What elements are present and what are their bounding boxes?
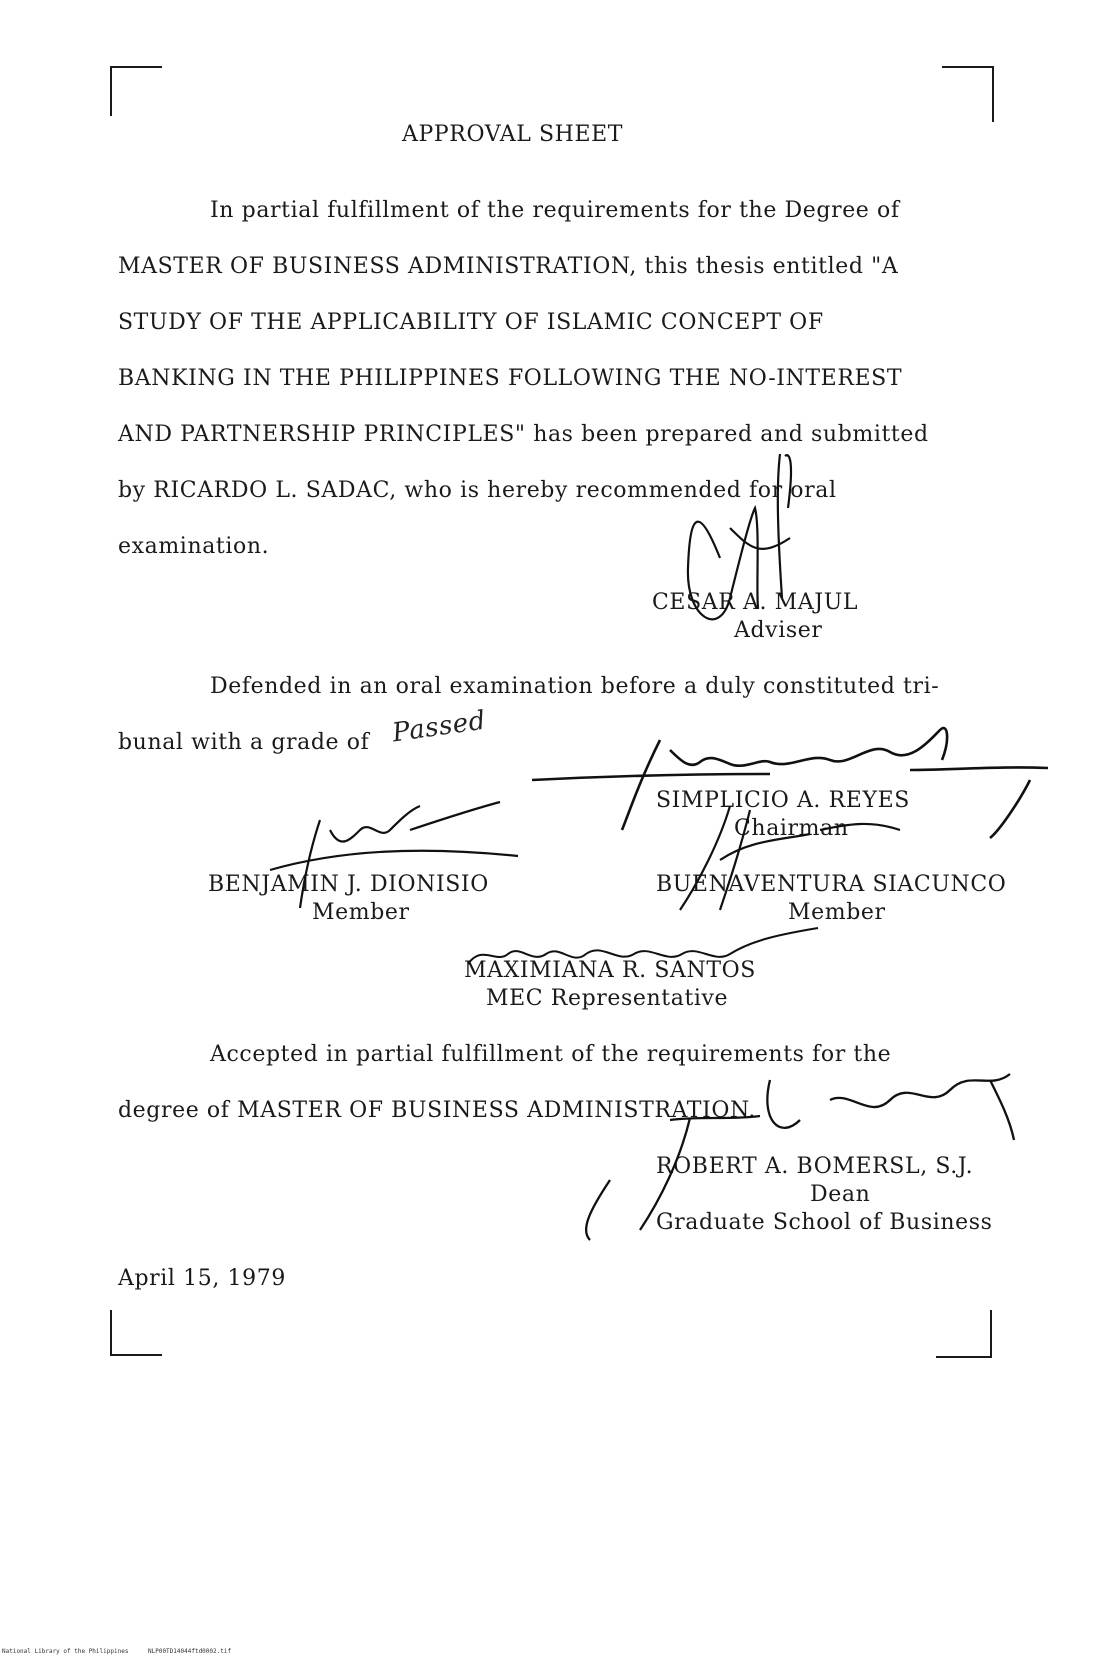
body-line: examination.	[118, 534, 270, 559]
member1-role: Member	[312, 900, 410, 925]
footer-library: National Library of the Philippines	[2, 1648, 129, 1655]
chairman-role: Chairman	[734, 816, 849, 841]
corner-mark-top-left	[110, 66, 162, 116]
adviser-role: Adviser	[734, 618, 823, 643]
member1-name: BENJAMIN J. DIONISIO	[208, 872, 489, 897]
dean-role: Dean	[810, 1182, 871, 1207]
member2-role: Member	[788, 900, 886, 925]
grade-handwritten: Passed	[390, 705, 488, 749]
member2-name: BUENAVENTURA SIACUNCO	[656, 872, 1007, 897]
corner-mark-top-right	[942, 66, 994, 122]
body-line: In partial fulfillment of the requirements for the Degree of	[210, 198, 900, 223]
defense-line-2: bunal with a grade of	[118, 730, 370, 755]
adviser-name: CESAR A. MAJUL	[652, 590, 859, 615]
body-line: MASTER OF BUSINESS ADMINISTRATION, this thesis entitled "A	[118, 254, 899, 279]
acceptance-line-2: degree of MASTER OF BUSINESS ADMINISTRATION.	[118, 1098, 757, 1123]
dean-school: Graduate School of Business	[656, 1210, 993, 1235]
approval-date: April 15, 1979	[118, 1266, 286, 1291]
dean-name: ROBERT A. BOMERSL, S.J.	[656, 1154, 974, 1179]
corner-mark-bottom-left	[110, 1310, 162, 1356]
body-line: STUDY OF THE APPLICABILITY OF ISLAMIC CONCEPT OF	[118, 310, 824, 335]
mec-role: MEC Representative	[486, 986, 729, 1011]
body-line: BANKING IN THE PHILIPPINES FOLLOWING THE NO-INTEREST	[118, 366, 903, 391]
body-line: by RICARDO L. SADAC, who is hereby recommended for oral	[118, 478, 837, 503]
body-line: AND PARTNERSHIP PRINCIPLES" has been prepared and submitted	[118, 422, 929, 447]
defense-line-1: Defended in an oral examination before a duly constituted tri-	[210, 674, 940, 699]
corner-mark-bottom-right	[936, 1310, 992, 1358]
chairman-name: SIMPLICIO A. REYES	[656, 788, 910, 813]
mec-name: MAXIMIANA R. SANTOS	[464, 958, 756, 983]
acceptance-line-1: Accepted in partial fulfillment of the requirements for the	[210, 1042, 892, 1067]
footer-file: NLP00TD14044ftd0002.tif	[148, 1648, 232, 1655]
page-title: APPROVAL SHEET	[402, 122, 624, 147]
